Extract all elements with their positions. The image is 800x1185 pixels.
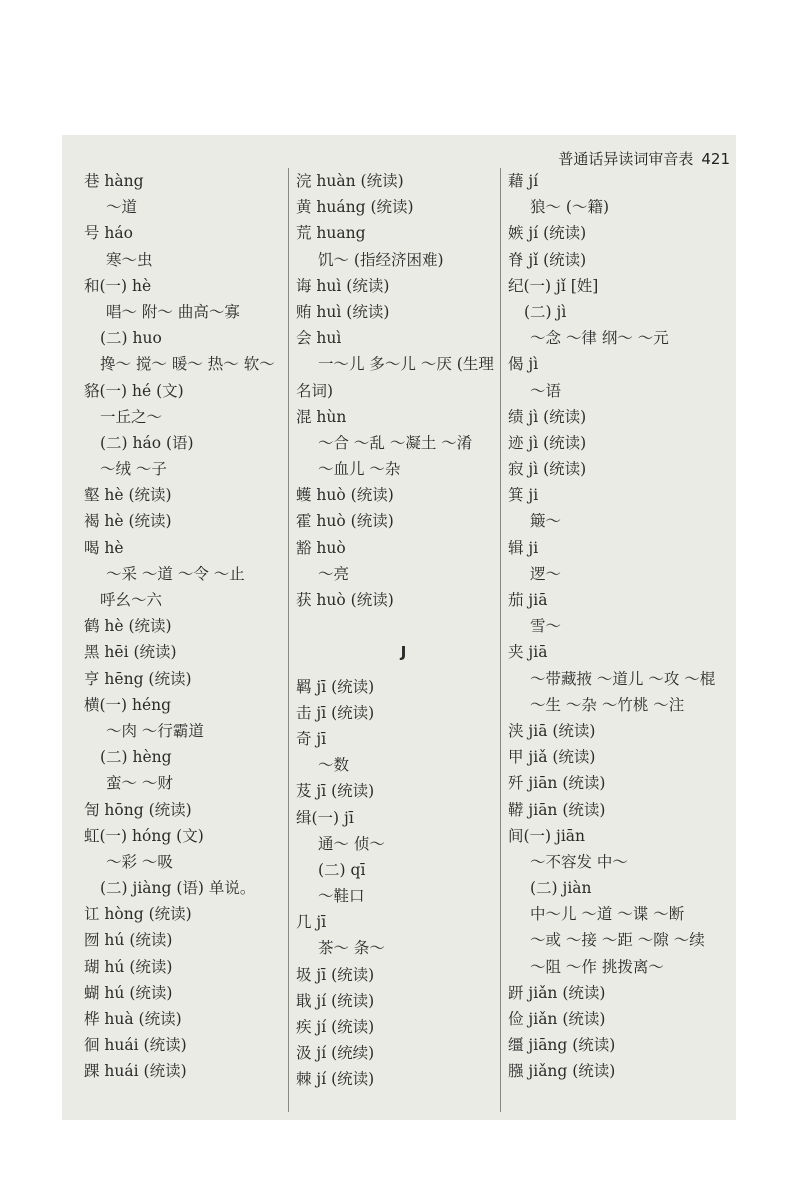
entry-line: ～念 ～律 纲～ ～元 — [530, 329, 669, 348]
entry-line: 蝴 hú (统读) — [84, 983, 173, 1002]
entry-line: 雪～ — [530, 617, 562, 636]
entry-line: 狼～ (～籍) — [530, 198, 610, 217]
entry-line: ～数 — [318, 756, 350, 775]
entry-line: 黄 huáng (统读) — [296, 198, 414, 217]
entry-line: 唱～ 附～ 曲高～寡 — [106, 302, 240, 321]
entry-line: ～或 ～接 ～距 ～隙 ～续 — [530, 931, 705, 950]
entry-line: 会 huì — [296, 329, 342, 348]
entry-line: 棘 jí (统读) — [296, 1070, 375, 1089]
entry-line: 芨 jī (统读) — [296, 782, 375, 801]
entry-line: 纪(一) jǐ [姓] — [508, 276, 599, 295]
entry-line: 名词) — [296, 381, 334, 400]
entry-line: 歼 jiān (统读) — [508, 774, 606, 793]
entry-line: 虹(一) hóng (文) — [84, 826, 204, 845]
entry-line: ～道 — [106, 198, 138, 217]
entry-line: 桦 huà (统读) — [84, 1010, 182, 1028]
entry-line: 贿 huì (统读) — [296, 302, 390, 321]
entry-line: (二) hèng — [100, 748, 172, 767]
entry-line: 浃 jiā (统读) — [508, 721, 596, 740]
entry-line: 箕 ji — [508, 486, 539, 505]
entry-line: ～亮 — [318, 564, 350, 583]
page-number: 421 — [701, 150, 730, 168]
entry-line: 寂 jì (统读) — [508, 460, 587, 479]
entry-line: (二) jiàng (语) 单说。 — [100, 879, 256, 898]
entry-line: (二) jì — [524, 302, 567, 321]
entry-line: 豁 huò — [296, 538, 346, 557]
entry-line: 辑 ji — [508, 538, 539, 557]
entry-line: 寒～虫 — [106, 250, 153, 269]
entry-line: 和(一) hè — [84, 276, 152, 295]
entry-line: 汲 jí (统续) — [296, 1044, 375, 1063]
entry-line: 呼幺～六 — [100, 591, 163, 609]
section-letter: J — [400, 643, 407, 662]
entry-line: 夹 jiā — [508, 643, 548, 662]
entry-line: 绩 jì (统读) — [508, 407, 587, 426]
entry-line: 圾 jī (统读) — [296, 965, 375, 984]
entry-line: (二) qī — [318, 860, 366, 879]
running-header — [530, 148, 730, 169]
entry-line: 搀～ 搅～ 暖～ 热～ 软～ — [100, 355, 275, 374]
entry-line: 诲 huì (统读) — [296, 276, 390, 295]
entry-line: 羁 jī (统读) — [296, 677, 375, 696]
entry-line: 趼 jiǎn (统读) — [508, 983, 606, 1002]
entry-line: 浣 huàn (统读) — [296, 172, 404, 190]
entry-line: 囫 hú (统读) — [84, 931, 173, 950]
entry-line: 藉 jí — [508, 172, 539, 190]
entry-line: ～肉 ～行霸道 — [106, 721, 204, 740]
entry-line: 俭 jiǎn (统读) — [508, 1010, 606, 1028]
entry-line: ～带藏掖 ～道儿 ～攻 ～棍 — [530, 669, 716, 688]
entry-line: 缰 jiāng (统读) — [508, 1036, 616, 1055]
entry-line: ～阻 ～作 挑拨离～ — [530, 957, 664, 976]
entry-line: 逻～ — [530, 564, 562, 583]
entry-line: 讧 hòng (统读) — [84, 905, 192, 924]
entry-line: 黑 hēi (统读) — [84, 643, 177, 662]
entry-line: (二) jiàn — [530, 879, 592, 898]
entry-line: 霍 huò (统读) — [296, 512, 394, 531]
entry-line: 訇 hōng (统读) — [84, 800, 192, 819]
entry-line: 膙 jiǎng (统读) — [508, 1062, 616, 1081]
entry-line: 混 hùn — [296, 407, 347, 426]
entry-line: 一丘之～ — [100, 407, 163, 426]
entry-line: 脊 jǐ (统读) — [508, 250, 587, 269]
entry-line: ～语 — [530, 381, 562, 400]
entry-line: 中～儿 ～道 ～谍 ～断 — [530, 905, 685, 924]
entry-line: 壑 hè (统读) — [84, 486, 172, 505]
entry-line: 间(一) jiān — [508, 826, 586, 845]
entry-line: 疾 jí (统读) — [296, 1018, 375, 1036]
entry-line: ～血儿 ～杂 — [318, 460, 401, 479]
entry-line: ～彩 ～吸 — [106, 852, 173, 871]
entry-line: 横(一) héng — [84, 695, 172, 714]
entry-line: 奇 jī — [296, 729, 327, 748]
entry-column-3 — [508, 168, 723, 1085]
entry-line: 喝 hè — [84, 538, 124, 557]
entry-line: 一～儿 多～儿 ～厌 (生理 — [318, 355, 494, 374]
entry-line: 褐 hè (统读) — [84, 512, 172, 531]
entry-column-1 — [84, 168, 299, 1085]
entry-line: 甲 jiǎ (统读) — [508, 748, 596, 767]
entry-line: 击 jī (统读) — [296, 703, 375, 722]
entry-line: 嫉 jí (统读) — [508, 224, 587, 243]
entry-line: 徊 huái (统读) — [84, 1036, 187, 1055]
entry-line: ～绒 ～子 — [100, 460, 167, 479]
entry-line: (二) huo — [100, 329, 162, 348]
entry-line: 戢 jí (统读) — [296, 991, 375, 1010]
entry-line: 荒 huang — [296, 224, 366, 243]
entry-line: ～不容发 中～ — [530, 852, 628, 871]
entry-line: ～合 ～乱 ～凝土 ～淆 — [318, 433, 473, 452]
entry-line: 鹤 hè (统读) — [84, 617, 172, 636]
entry-line: 茶～ 条～ — [318, 939, 385, 958]
entry-line: 蛮～ ～财 — [106, 774, 173, 793]
header-title: 普通话异读词审音表 — [558, 150, 694, 168]
entry-line: 貉(一) hé (文) — [84, 381, 184, 400]
entry-line: 获 huò (统读) — [296, 591, 394, 609]
entry-line: (二) háo (语) — [100, 433, 194, 452]
entry-line: 蠖 huò (统读) — [296, 486, 394, 505]
entry-line: 偈 jì — [508, 355, 539, 374]
entry-line: 通～ 侦～ — [318, 834, 385, 853]
entry-line: ～鞋口 — [318, 887, 365, 906]
entry-line: 号 háo — [84, 224, 133, 243]
entry-line: 巷 hàng — [84, 172, 144, 190]
entry-line: 几 jī — [296, 913, 327, 932]
entry-column-2 — [296, 168, 511, 1093]
entry-line: 缉(一) jī — [296, 808, 354, 827]
entry-line: 迹 jì (统读) — [508, 433, 587, 452]
entry-line: 瑚 hú (统读) — [84, 957, 173, 976]
entry-line: ～采 ～道 ～令 ～止 — [106, 564, 245, 583]
entry-line: ～生 ～杂 ～竹桃 ～注 — [530, 695, 685, 714]
entry-line: 茄 jiā — [508, 591, 548, 609]
entry-line: 饥～ (指经济困难) — [318, 250, 444, 269]
entry-line: 亨 hēng (统读) — [84, 669, 192, 688]
entry-line: 簸～ — [530, 512, 562, 531]
entry-line: 鞯 jiān (统读) — [508, 800, 606, 819]
entry-line: 踝 huái (统读) — [84, 1062, 187, 1081]
